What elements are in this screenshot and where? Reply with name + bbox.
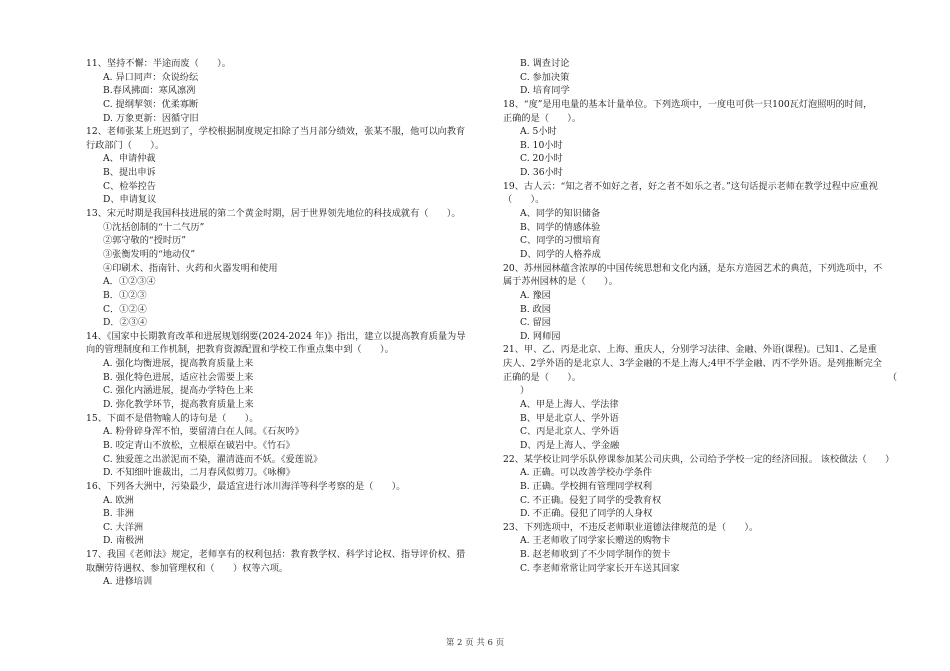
question-stem: 19、古人云：“知之者不如好之者，好之者不如乐之者。”这句话提示老师在教学过程中应重视 xyxy=(503,180,878,192)
question-text: （ ）。 xyxy=(503,194,545,206)
answer-option: B. 调查讨论 xyxy=(520,58,570,69)
answer-option: D. 南极洲 xyxy=(103,535,144,547)
answer-option: A、申请仲裁 xyxy=(103,153,156,165)
answer-option: B、甲是北京人、学外语 xyxy=(520,412,619,424)
question-stem: 11、坚持不懈：半途而废（ ）。 xyxy=(86,58,231,69)
answer-option: A. 豫园 xyxy=(520,289,551,301)
answer-option: C．①②④ xyxy=(103,303,147,315)
answer-option: D. 弥化教学环节，提高教育质量上来 xyxy=(103,399,254,411)
answer-option: A. 粉骨碎身浑不怕，要留清白在人间。《石灰吟》 xyxy=(103,426,304,438)
question-text: 庆人、2学外语的是北京人、3学金融的不是上海人;4甲不学金融、丙不学外语。是列推断完全 xyxy=(503,358,882,370)
answer-option: B.春风拂面：寒风凛冽 xyxy=(103,85,196,97)
question-stem: 14、《国家中长期教育改革和进展规划纲要(2024-2024 年)》指出，建立以提高教育质量为导 xyxy=(86,330,466,342)
question-stem: 23、下列选项中，不违反老师职业道德法律规范的是（ ）。 xyxy=(503,521,759,533)
answer-option: C. 20小时 xyxy=(520,153,563,165)
answer-option: B. 赵老师收到了不少同学制作的贺卡 xyxy=(520,549,671,561)
question-stem: 13、宋元时期是我国科技进展的第二个黄金时期，居于世界领先地位的科技成就有（ ）。 xyxy=(86,208,461,220)
question-text: 属于苏州园林的是（ ）。 xyxy=(503,276,618,288)
answer-option: B. 非洲 xyxy=(103,508,134,520)
answer-option: B、提出申诉 xyxy=(103,167,156,179)
answer-blank-bracket: （ xyxy=(887,371,897,383)
answer-option: B、同学的情感体验 xyxy=(520,221,601,233)
question-text: 向的管理制度和工作机制，把教育资源配置和学校工作重点集中到（ ）。 xyxy=(86,344,394,356)
answer-option: C、同学的习惯培育 xyxy=(520,235,601,247)
question-stem: 16、下列各大洲中，污染最少，最适宜进行冰川海洋等科学考察的是（ ）。 xyxy=(86,480,406,492)
answer-option: ①沈括创制的“十二气历” xyxy=(103,221,205,233)
answer-option: A. 欧洲 xyxy=(103,494,134,506)
question-text: 取酬劳待遇权、参加管理权和（ ）权等六项。 xyxy=(86,562,289,574)
answer-option: C、检举控告 xyxy=(103,180,156,192)
right-column xyxy=(503,57,903,575)
answer-option: D. 万象更新：因循守旧 xyxy=(103,112,199,124)
answer-option: B. 10小时 xyxy=(520,139,563,151)
answer-option: C. 提纲挈领：优柔寡断 xyxy=(103,98,199,110)
answer-option: A. 进修培训 xyxy=(103,576,153,588)
page-footer: 第 2 页 共 6 页 xyxy=(445,638,505,648)
answer-option: A．①②③④ xyxy=(103,276,156,288)
answer-option: ） xyxy=(520,385,530,397)
question-stem: 22、某学校让同学乐队停课参加某公司庆典，公司给予学校一定的经济回报。 该校做法（ ） xyxy=(503,453,895,465)
question-stem: 17、我国《老师法》规定，老师享有的权利包括：教育教学权、科学讨论权、指导评价权、猎 xyxy=(86,549,466,561)
answer-option: A. 5小时 xyxy=(520,126,557,138)
answer-option: ③张衡发明的“地动仪” xyxy=(103,248,196,260)
answer-option: B. 正确。学校拥有管理同学权利 xyxy=(520,480,653,492)
answer-option: C、丙是北京人、学外语 xyxy=(520,426,619,438)
question-text: 行政部门（ ）。 xyxy=(86,139,165,151)
answer-option: A. 异口同声：众说纷纭 xyxy=(103,71,199,83)
question-stem: 18、“度”是用电量的基本计量单位。下列选项中，一度电可供一只100瓦灯泡照明的时间， xyxy=(503,98,873,110)
question-stem: 12、老师张某上班迟到了，学校根据制度规定扣除了当月部分绩效，张某不服，他可以向教育 xyxy=(86,126,466,138)
question-text xyxy=(503,371,903,385)
answer-option: A. 王老师收了同学家长赠送的购物卡 xyxy=(520,535,671,547)
answer-option: C. 独爱莲之出淤泥而不染，濯清涟而不妖。《爱莲说》 xyxy=(103,453,323,465)
answer-option: A. 正确。可以改善学校办学条件 xyxy=(520,467,652,479)
answer-option: D. 不知细叶谁裁出，二月春风似剪刀。《咏柳》 xyxy=(103,467,296,479)
answer-option: C. 留园 xyxy=(520,317,551,329)
question-stem: 15、下面不是借物喻人的诗句是（ ）。 xyxy=(86,412,259,424)
answer-option: C. 大洋洲 xyxy=(103,521,144,533)
answer-option: B. 政园 xyxy=(520,303,551,315)
answer-option: D、丙是上海人、学金融 xyxy=(520,439,620,451)
answer-option: D．②③④ xyxy=(103,317,148,329)
question-text: 正确的是（ ）。 xyxy=(503,112,582,124)
answer-option: C. 李老师常常让同学家长开车送其回家 xyxy=(520,562,680,574)
answer-option: A. 强化均衡进展，提高教育质量上来 xyxy=(103,358,254,370)
answer-option: D、申请复议 xyxy=(103,194,157,206)
answer-option: D. 不正确。侵犯了同学的人身权 xyxy=(520,508,653,520)
question-stem: 21、甲、乙、丙是北京、上海、重庆人，分别学习法律、金融、外语(课程)。已知1、乙是重 xyxy=(503,344,877,356)
answer-option: C. 参加决策 xyxy=(520,71,570,83)
question-text-segment: 正确的是（ ）。 xyxy=(503,371,582,383)
answer-option: C. 强化内涵进展，提高办学特色上来 xyxy=(103,385,254,397)
answer-option: D. 培育同学 xyxy=(520,85,570,97)
question-stem: 20、苏州园林蕴含浓厚的中国传统思想和文化内涵，是东方造园艺术的典范，下列选项中，不 xyxy=(503,262,883,274)
answer-option: B. 强化特色进展，适应社会需要上来 xyxy=(103,371,254,383)
answer-option: B．①②③ xyxy=(103,289,147,301)
answer-option: D、同学的人格养成 xyxy=(520,248,601,260)
answer-option: D. 网师园 xyxy=(520,330,561,342)
left-column xyxy=(86,57,486,589)
answer-option: ②郭守敬的“授时历” xyxy=(103,235,186,247)
answer-option: C. 不正确。侵犯了同学的受教育权 xyxy=(520,494,662,506)
answer-option: ④印刷术、指南针、火药和火器发明和使用 xyxy=(103,262,278,274)
answer-option: D. 36小时 xyxy=(520,167,563,179)
answer-option: B. 咬定青山不放松，立根原在破岩中。《竹石》 xyxy=(103,439,295,451)
answer-option: A、同学的知识储备 xyxy=(520,208,601,220)
answer-option: A、甲是上海人、学法律 xyxy=(520,399,619,411)
